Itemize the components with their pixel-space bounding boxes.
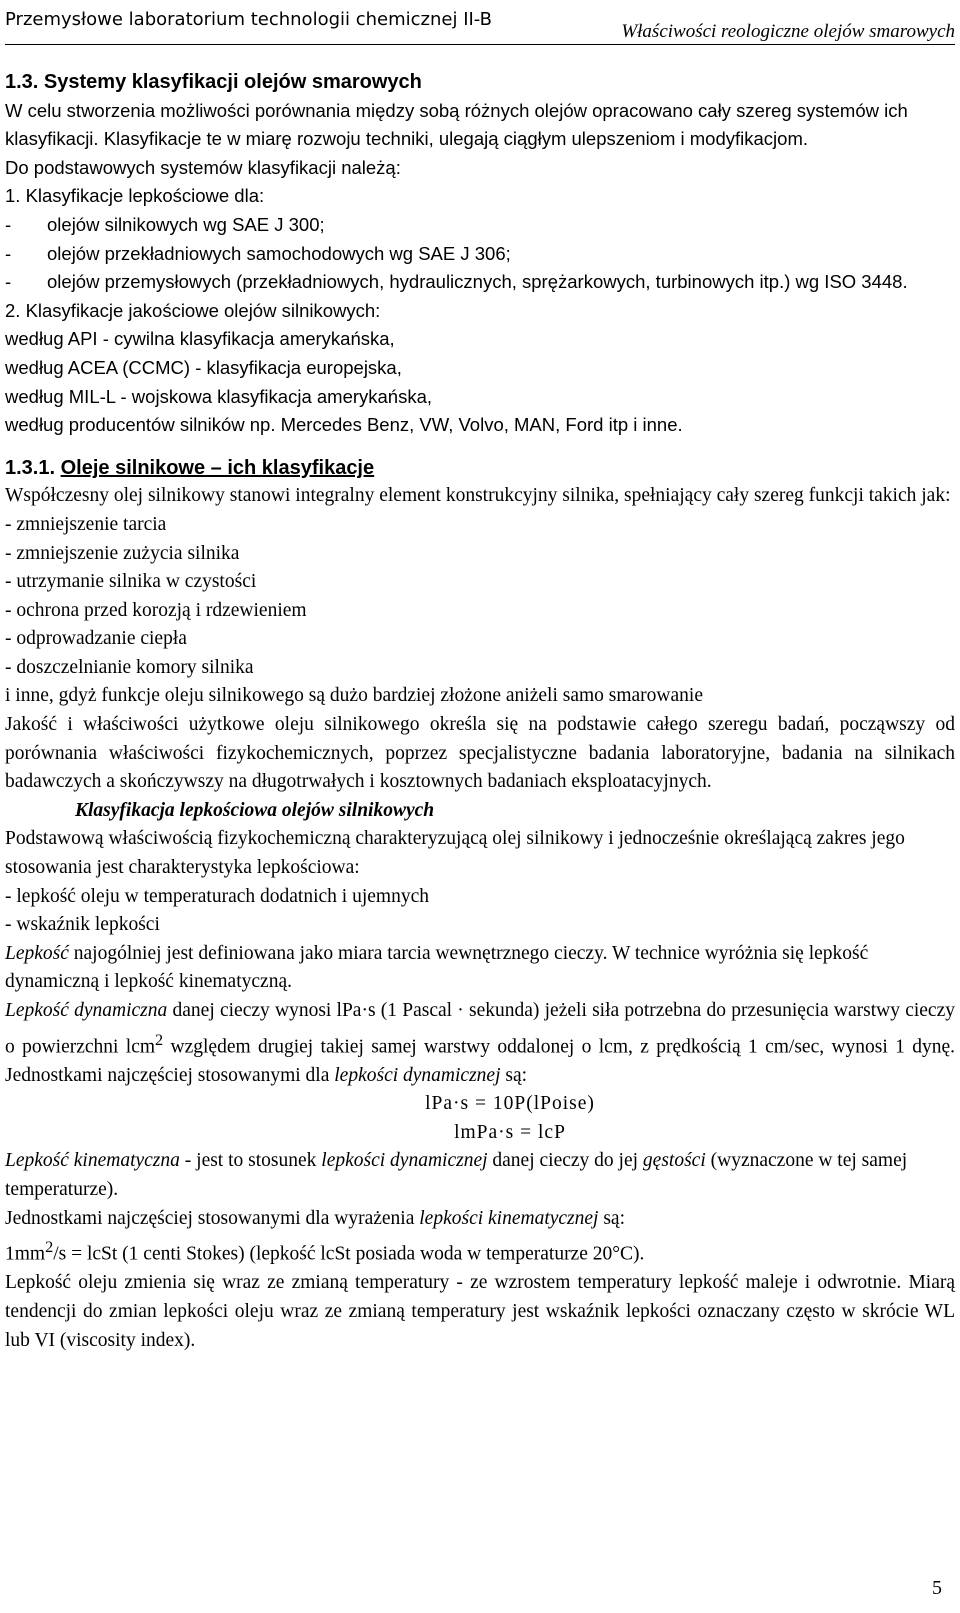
page-header — [5, 4, 955, 45]
definition-text: najogólniej jest definiowana jako miara tarcia wewnętrznego cieczy. W technice wyróżnia się lepkość dynamiczną i lepkość kinematyczną. — [5, 942, 869, 993]
text-run: 1mm — [5, 1243, 46, 1265]
section-number: 1.3.1. — [5, 456, 61, 479]
viscosity-item: - lepkość oleju w temperaturach dodatnich i ujemnych — [5, 885, 429, 907]
term: Lepkość — [5, 942, 69, 964]
text-run: danej cieczy wynosi lPa·s (1 Pascal · sekunda) jeżeli siła potrzebna do przesunięcia warstwy cieczy o powierzchni lcm — [5, 1000, 955, 1058]
quality-paragraph: Jakość i właściwości użytkowe oleju silnikowego określa się na podstawie całego szeregu badań, począwszy od porównania właściwości fizykochemicznych, poprzez specjalistyczne badania laboratoryjne, badania na silnikach badawczych a skończywszy na długotrwałych i kosztownych badaniach eksploatacyjnych. — [5, 714, 955, 793]
term: lepkości dynamicznej — [321, 1150, 488, 1172]
functions-after: i inne, gdyż funkcje oleju silnikowego są dużo bardziej złożone aniżeli samo smarowanie — [5, 685, 703, 707]
page-content — [5, 68, 955, 1355]
term: Lepkość kinematyczna — [5, 1150, 180, 1172]
section-title-text: Oleje silnikowe – ich klasyfikacje — [60, 456, 375, 479]
term: lepkości kinematycznej — [419, 1207, 599, 1229]
viscosity-subtitle: Klasyfikacja lepkościowa olejów silnikowych — [75, 799, 435, 821]
engine-oil-intro: Współczesny olej silnikowy stanowi integralny element konstrukcyjny silnika, spełniający cały szereg funkcji takich jak: — [5, 485, 951, 507]
list-item: - olejów przekładniowych samochodowych wg SAE J 306; — [5, 242, 511, 264]
page-number: 5 — [932, 1577, 942, 1600]
list-item: - olejów przemysłowych (przekładniowych, hydraulicznych, sprężarkowych, turbinowych itp.) wg ISO 3448. — [5, 271, 908, 293]
text-run: względem drugiej takiej samej warstwy oddalonej o lcm, z prędkością 1 cm/sec, wynosi 1 dynę. Jednostkami najczęściej stosowanymi dla — [5, 1036, 955, 1086]
list-item-text: olejów przemysłowych (przekładniowych, hydraulicznych, sprężarkowych, turbinowych itp.) wg ISO 3448. — [47, 271, 908, 293]
superscript: 2 — [155, 1030, 164, 1049]
kinematic-viscosity-paragraph — [5, 1147, 955, 1204]
units-line — [5, 1205, 955, 1234]
function-item: - utrzymanie silnika w czystości — [5, 571, 257, 593]
term: gęstości — [642, 1150, 706, 1172]
function-item: - odprowadzanie ciepła — [5, 628, 187, 650]
list-item: według producentów silników np. Mercedes Benz, VW, Volvo, MAN, Ford itp i inne. — [5, 414, 683, 436]
text-run: są: — [598, 1207, 626, 1229]
centistokes-line — [5, 1233, 955, 1269]
viscosity-item: - wskaźnik lepkości — [5, 914, 160, 936]
text-run: danej cieczy do jej — [487, 1150, 643, 1172]
formula: lmPa·s = lcP — [454, 1121, 566, 1143]
function-item: - zmniejszenie zużycia silnika — [5, 542, 240, 564]
list-item: według MIL-L - wojskowa klasyfikacja amerykańska, — [5, 385, 433, 407]
list-item-text: olejów przekładniowych samochodowych wg SAE J 306; — [47, 242, 511, 264]
superscript: 2 — [45, 1238, 54, 1257]
term: lepkości dynamicznej — [334, 1064, 501, 1086]
text-run: są: — [500, 1064, 528, 1086]
text-run: Jednostkami najczęściej stosowanymi dla wyrażenia — [5, 1207, 420, 1229]
classification-1-heading: 1. Klasyfikacje lepkościowe dla: — [5, 185, 265, 207]
basic-systems-line: Do podstawowych systemów klasyfikacji należą: — [5, 156, 401, 178]
list-item: według API - cywilna klasyfikacja amerykańska, — [5, 328, 395, 350]
section-intro: W celu stworzenia możliwości porównania między sobą różnych olejów opracowano cały szereg systemów ich klasyfikacji. Klasyfikacje te w miarę rozwoju techniki, ulegają ciągłym ulepszeniom i modyfikacjom. — [5, 99, 908, 150]
list-item: według ACEA (CCMC) - klasyfikacja europejska, — [5, 356, 402, 378]
text-run: - jest to stosunek — [179, 1150, 322, 1172]
function-item: - zmniejszenie tarcia — [5, 513, 167, 535]
function-item: - doszczelnianie komory silnika — [5, 656, 254, 678]
section-title-1-3-1 — [5, 454, 955, 483]
header-right-title: Właściwości reologiczne olejów smarowych — [621, 21, 955, 42]
viscosity-definition — [5, 940, 955, 997]
dynamic-viscosity-paragraph — [5, 997, 955, 1090]
temperature-change-paragraph: Lepkość oleju zmienia się wraz ze zmianą temperatury - ze wzrostem temperatury lepkość maleje i odwrotnie. Miarą tendencji do zmian lepkości oleju wraz ze zmianą temperatury jest wskaźnik lepkości oznaczany często w skrócie WL lub VI (viscosity index). — [5, 1272, 955, 1351]
list-item-text: olejów silnikowych wg SAE J 300; — [47, 213, 325, 235]
viscosity-intro: Podstawową właściwością fizykochemiczną charakteryzującą olej silnikowy i jednocześnie określającą zakres jego stosowania jest charakterystyka lepkościowa: — [5, 828, 905, 879]
term: Lepkość dynamiczna — [5, 1000, 168, 1021]
header-left-title: Przemysłowe laboratorium technologii chemicznej II-B — [5, 9, 493, 30]
text-run: /s = lcSt (1 centi Stokes) (lepkość lcSt posiada woda w temperaturze 20°C). — [53, 1243, 645, 1265]
function-item: - ochrona przed korozją i rdzewieniem — [5, 599, 307, 621]
classification-2-heading: 2. Klasyfikacje jakościowe olejów silnikowych: — [5, 299, 381, 321]
list-item: - olejów silnikowych wg SAE J 300; — [5, 213, 325, 235]
section-title-1-3: 1.3. Systemy klasyfikacji olejów smarowych — [5, 71, 422, 93]
formula: lPa·s = 10P(lPoise) — [425, 1093, 595, 1115]
text-run: (wyznaczone w tej samej temperaturze). — [5, 1150, 908, 1201]
